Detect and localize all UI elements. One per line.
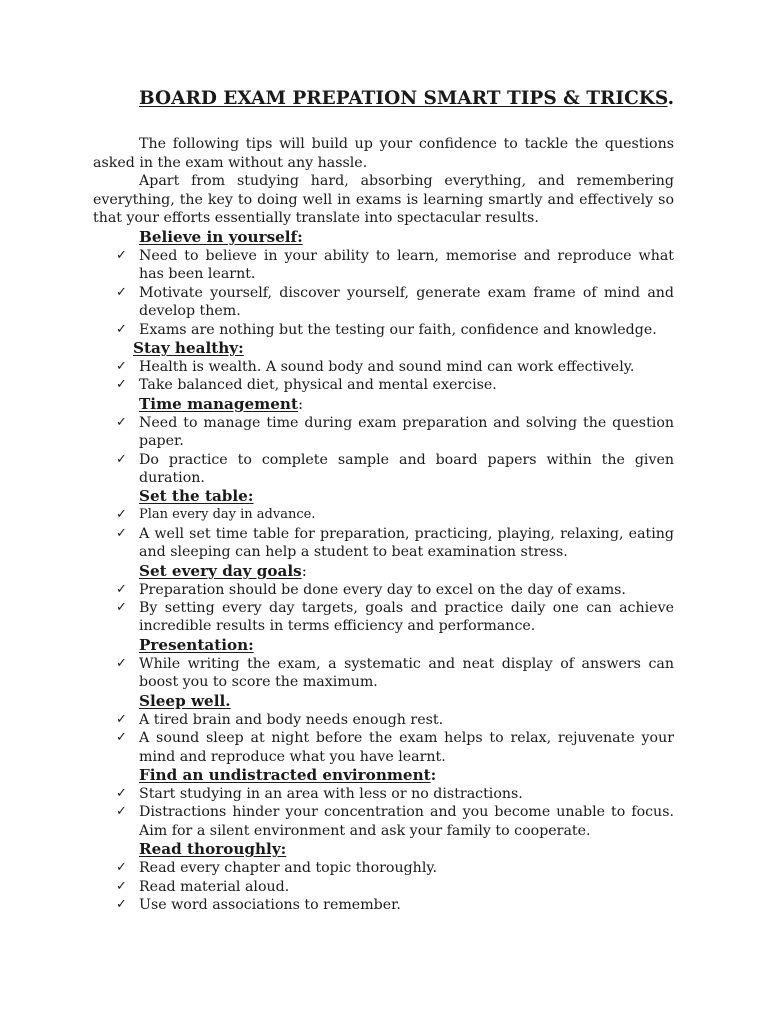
- section-heading-text: Find an undistracted environment: [139, 765, 431, 784]
- checkmark-icon: ✓: [116, 600, 127, 616]
- title-period: .: [667, 88, 675, 109]
- section-heading-text: Set the table:: [139, 487, 254, 506]
- list-item-text: Distractions hinder your concentration and you become unable to focus. Aim for a silent environment and ask your family to cooperate.: [139, 804, 674, 839]
- section-heading-text: Stay healthy:: [133, 339, 244, 357]
- section-heading-tail: :: [301, 561, 307, 580]
- list-item-text: Read every chapter and topic thoroughly.: [139, 860, 437, 877]
- checkmark-icon: ✓: [116, 414, 127, 430]
- section-heading-text: Read thoroughly:: [139, 840, 287, 859]
- list-item-text: Do practice to complete sample and board papers within the given duration.: [139, 451, 674, 487]
- section-heading: [93, 840, 674, 859]
- list-item: [93, 247, 674, 284]
- checkmark-icon: ✓: [116, 655, 127, 671]
- checkmark-icon: ✓: [116, 359, 127, 374]
- list-item-text: A tired brain and body needs enough rest.: [139, 711, 444, 728]
- intro-paragraph: The following tips will build up your confidence to tackle the questions asked in the exam without any hassle.: [93, 136, 674, 171]
- section-heading-tail: :: [297, 394, 304, 413]
- checkmark-icon: ✓: [116, 860, 127, 876]
- title-text: BOARD EXAM PREPATION SMART TIPS & TRICKS: [139, 88, 668, 109]
- list-item-text: A sound sleep at night before the exam helps to relax, rejuvenate your mind and reproduce what you have learnt.: [139, 730, 674, 765]
- checkmark-icon: ✓: [116, 321, 127, 337]
- list-item-text: By setting every day targets, goals and practice daily one can achieve incredible results in terms efficiency and performance.: [139, 600, 674, 635]
- bullet-list: [93, 247, 674, 339]
- list-item-text: Exams are nothing but the testing our faith, confidence and knowledge.: [139, 321, 657, 338]
- list-item: [93, 321, 674, 339]
- list-item: [93, 859, 674, 877]
- intro-paragraph: Apart from studying hard, absorbing everything, and remembering everything, the key to doing well in exams is learning smartly and effectively so that your efforts essentially translate into spectacular results.: [93, 173, 674, 227]
- list-item-text: Preparation should be done every day to excel on the day of exams.: [139, 581, 626, 598]
- list-item: [93, 785, 674, 803]
- section-heading-text: Time management: [139, 394, 298, 413]
- bullet-list: [93, 506, 674, 561]
- list-item: [93, 284, 674, 321]
- bullet-list: [93, 358, 674, 395]
- section-heading: [93, 766, 674, 785]
- section-heading: [93, 487, 674, 506]
- list-item-text: Read material aloud.: [139, 878, 290, 895]
- list-item: [93, 599, 674, 636]
- section-heading-text: Believe in yourself:: [139, 227, 303, 246]
- list-item: [93, 376, 674, 394]
- list-item: [93, 506, 674, 524]
- section-heading: [93, 395, 674, 414]
- list-item: [93, 451, 674, 488]
- checkmark-icon: ✓: [116, 896, 127, 912]
- section-heading-text: Presentation:: [139, 635, 254, 654]
- checkmark-icon: ✓: [116, 878, 127, 894]
- bullet-list: [93, 859, 674, 914]
- checkmark-icon: ✓: [116, 711, 127, 727]
- list-item: [93, 729, 674, 766]
- list-item: [93, 414, 674, 451]
- list-item: [93, 358, 674, 376]
- list-item-text: Motivate yourself, discover yourself, generate exam frame of mind and develop them.: [139, 284, 674, 320]
- checkmark-icon: ✓: [116, 507, 127, 523]
- document-title: [93, 88, 674, 109]
- section-heading: [93, 562, 674, 581]
- checkmark-icon: ✓: [116, 804, 127, 820]
- list-item: [93, 711, 674, 729]
- list-item-text: Plan every day in advance.: [139, 507, 316, 523]
- bullet-list: [93, 581, 674, 636]
- list-item-text: A well set time table for preparation, practicing, playing, relaxing, eating and sleeping can help a student to beat examination stress.: [139, 525, 674, 561]
- checkmark-icon: ✓: [116, 451, 127, 467]
- list-item: [93, 525, 674, 562]
- checkmark-icon: ✓: [116, 785, 127, 801]
- list-item: [93, 896, 674, 914]
- section-heading-tail: :: [430, 765, 437, 784]
- section-heading: [93, 692, 674, 711]
- checkmark-icon: ✓: [116, 377, 127, 393]
- checkmark-icon: ✓: [116, 730, 127, 746]
- section-heading-text: Set every day goals: [139, 561, 302, 580]
- checkmark-icon: ✓: [116, 525, 127, 541]
- list-item-text: Need to manage time during exam preparation and solving the question paper.: [139, 414, 674, 450]
- section-heading: [93, 636, 674, 655]
- list-item: [93, 581, 674, 599]
- bullet-list: [93, 711, 674, 766]
- list-item-text: Health is wealth. A sound body and sound mind can work effectively.: [139, 359, 635, 375]
- list-item: [93, 803, 674, 840]
- list-item: [93, 878, 674, 896]
- list-item: [93, 655, 674, 692]
- checkmark-icon: ✓: [116, 247, 127, 263]
- bullet-list: [93, 655, 674, 692]
- section-heading-text: Sleep well.: [139, 691, 231, 710]
- checkmark-icon: ✓: [116, 581, 127, 597]
- list-item-text: Use word associations to remember.: [139, 896, 401, 913]
- section-heading: [93, 228, 674, 247]
- list-item-text: Take balanced diet, physical and mental exercise.: [139, 377, 497, 394]
- list-item-text: While writing the exam, a systematic and neat display of answers can boost you to score the maximum.: [139, 655, 674, 691]
- bullet-list: [93, 785, 674, 840]
- section-heading: [93, 339, 674, 358]
- checkmark-icon: ✓: [116, 284, 127, 300]
- list-item-text: Need to believe in your ability to learn, memorise and reproduce what has been learnt.: [139, 247, 674, 283]
- list-item-text: Start studying in an area with less or no distractions.: [139, 785, 523, 802]
- bullet-list: [93, 414, 674, 488]
